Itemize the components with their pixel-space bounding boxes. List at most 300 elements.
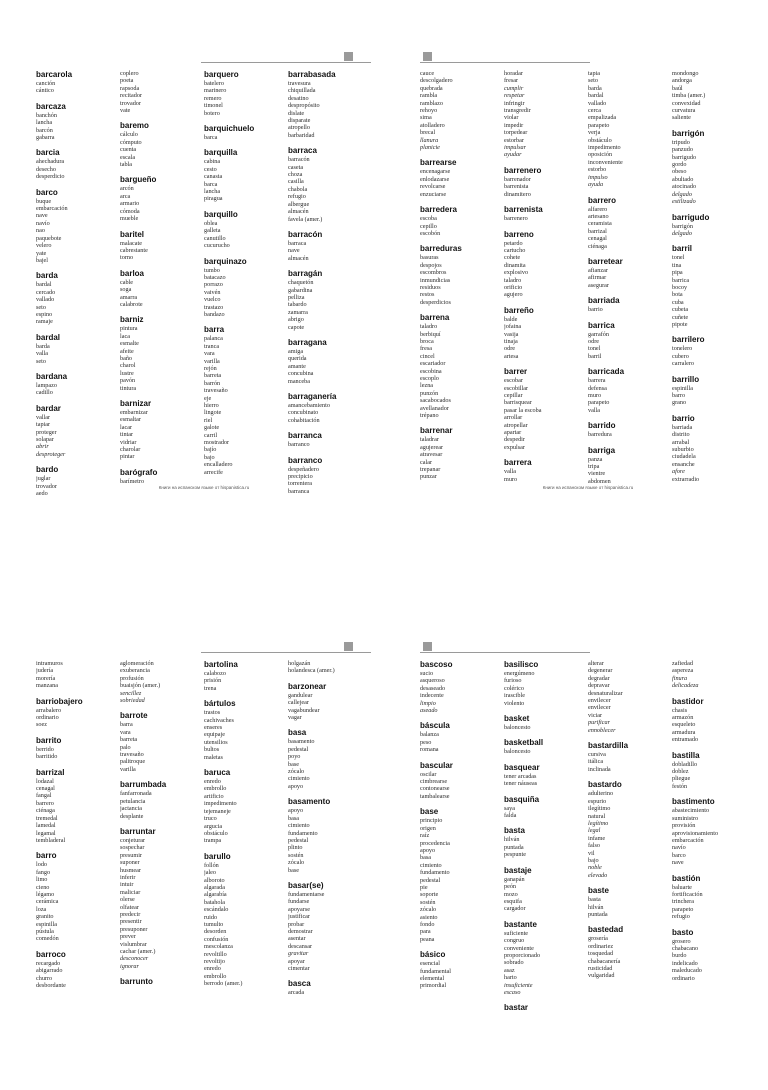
synonym: escariador — [420, 360, 446, 368]
synonym: muro — [504, 475, 518, 483]
synonym: atropellar — [504, 421, 528, 429]
dictionary-entry — [420, 70, 502, 151]
dictionary-entry — [420, 660, 502, 714]
synonym: chabola — [288, 185, 308, 193]
dictionary-entry — [204, 768, 286, 845]
headword: barquinazo — [204, 256, 247, 266]
synonym: lustre — [120, 369, 134, 377]
synonym: travesura — [288, 80, 311, 87]
headword: barrizal — [36, 767, 65, 777]
headword: bardana — [36, 371, 68, 381]
headword: barra — [204, 325, 225, 335]
dictionary-entry — [672, 244, 754, 328]
headword: bártulos — [204, 699, 236, 709]
dictionary-entry — [588, 421, 670, 438]
dictionary-entry — [588, 296, 670, 313]
synonym: embrollo — [204, 785, 227, 793]
dictionary-entry — [288, 146, 370, 223]
synonym: gordo — [672, 161, 687, 169]
synonym: encenagarse — [420, 168, 451, 176]
synonym: fundamentarse — [288, 890, 325, 898]
synonym: gabarra — [36, 134, 55, 142]
synonym: aseado — [420, 707, 438, 715]
synonym: cursiva — [588, 751, 606, 759]
spread — [0, 590, 768, 1090]
headword: bastardo — [588, 780, 622, 790]
headword: barógrafo — [120, 467, 158, 477]
synonym: pasar la escoba — [504, 406, 542, 414]
synonym: valla — [588, 406, 601, 414]
headword: bardar — [36, 403, 61, 413]
synonym: cucurucho — [204, 242, 230, 250]
synonym: agujerear — [420, 443, 444, 451]
headword: barredera — [420, 205, 457, 215]
synonym: abigarrado — [36, 967, 63, 975]
synonym: degradar — [588, 674, 610, 682]
synonym: paquebote — [36, 234, 62, 242]
synonym: fresar — [504, 77, 519, 85]
synonym: demostrar — [288, 927, 313, 935]
synonym: holandesca (amer.) — [288, 667, 335, 675]
synonym: torno — [120, 254, 134, 262]
headword: barrunto — [120, 977, 153, 987]
headword: barcarola — [36, 70, 73, 79]
synonym: para — [420, 928, 431, 936]
synonym: puntada — [504, 843, 524, 851]
synonym: abdomen — [588, 477, 611, 485]
headword: barrillo — [672, 374, 700, 384]
synonym: empalizada — [588, 114, 617, 122]
synonym: barriada — [672, 423, 693, 431]
headword: basta — [504, 826, 525, 836]
synonym: tambalearse — [420, 792, 450, 800]
synonym: desaseado — [420, 684, 446, 692]
synonym: suministro — [672, 814, 699, 822]
synonym: raíz — [420, 832, 430, 840]
synonym: indecente — [420, 692, 444, 700]
synonym: inferir — [120, 873, 136, 881]
synonym: chiquillada — [288, 87, 316, 95]
synonym: burdo — [672, 952, 687, 960]
synonym: vallado — [588, 99, 607, 107]
synonym: judería — [36, 667, 54, 675]
synonym: trovador — [36, 482, 57, 490]
dictionary-entry — [204, 699, 286, 761]
synonym: desproteger — [36, 450, 66, 458]
synonym: ciudadela — [672, 453, 696, 461]
synonym: legamal — [36, 829, 56, 837]
synonym: barca — [204, 180, 218, 188]
synonym: escaso — [504, 988, 521, 996]
synonym: ceramista — [588, 220, 612, 228]
synonym: tonelero — [672, 345, 693, 353]
synonym: morería — [36, 674, 56, 682]
dictionary-entry — [672, 70, 754, 122]
dictionary-entry — [420, 950, 502, 990]
synonym: balanza — [420, 731, 439, 739]
synonym: parapeto — [672, 905, 694, 913]
synonym: charol — [120, 362, 136, 370]
dictionary-entry — [504, 70, 586, 159]
column — [420, 70, 502, 492]
synonym: contonearse — [420, 785, 450, 793]
headword: barrero — [588, 195, 617, 205]
synonym: holgazán — [288, 660, 311, 667]
dictionary-entry — [588, 780, 670, 879]
dictionary-entry — [288, 682, 370, 722]
synonym: andorga — [672, 77, 692, 85]
synonym: puntada — [588, 910, 608, 918]
synonym: enredo — [204, 965, 221, 973]
synonym: ennoblecer — [588, 726, 616, 734]
synonym: prisión — [204, 677, 222, 685]
dictionary-entry — [204, 70, 286, 117]
column — [36, 660, 118, 1004]
synonym: albergue — [288, 200, 310, 208]
synonym: cenagal — [588, 235, 607, 243]
synonym: sucio — [420, 670, 434, 677]
synonym: esmalte — [120, 340, 139, 348]
synonym: bajío — [204, 446, 217, 454]
synonym: amancebamiento — [288, 402, 330, 409]
synonym: bajo — [204, 453, 215, 461]
synonym: chasis — [672, 706, 688, 714]
synonym: granito — [36, 913, 54, 921]
synonym: defensa — [588, 384, 607, 392]
dictionary-entry — [588, 886, 670, 918]
synonym: seto — [588, 77, 598, 85]
synonym: atropello — [288, 124, 310, 132]
synonym: bardal — [36, 281, 52, 289]
synonym: pespunte — [504, 851, 526, 859]
synonym: valla — [36, 350, 49, 358]
synonym: exuberancia — [120, 667, 150, 675]
synonym: artesa — [504, 352, 519, 360]
synonym: arrabalero — [36, 706, 62, 714]
headword: barranca — [288, 431, 322, 441]
dictionary-entry — [672, 414, 754, 483]
dictionary-entry — [504, 367, 586, 451]
column — [504, 660, 586, 1020]
dictionary-entry — [204, 210, 286, 250]
dictionary-entry — [672, 797, 754, 866]
synonym: mueble — [120, 215, 139, 223]
headword: barriobajero — [36, 696, 83, 706]
dictionary-entry — [120, 660, 202, 704]
synonym: hilván — [504, 836, 520, 844]
synonym: punzón — [420, 389, 439, 397]
dictionary-entry — [120, 70, 202, 114]
synonym: berrido — [36, 745, 54, 753]
synonym: infame — [588, 834, 606, 842]
synonym: viciar — [588, 711, 603, 719]
headword: bascoso — [420, 660, 453, 669]
header-rule — [420, 652, 590, 653]
synonym: taladro — [504, 276, 522, 284]
page-corner-mark — [344, 642, 353, 651]
page-corner-mark — [344, 52, 353, 61]
dictionary-entry — [120, 315, 202, 392]
synonym: oscilar — [420, 770, 437, 778]
synonym: barraca — [288, 239, 307, 247]
synonym: panza — [588, 455, 603, 463]
dictionary-entry — [204, 257, 286, 319]
headword: bastión — [672, 873, 701, 883]
synonym: congruo — [504, 937, 525, 945]
synonym: concubina — [288, 370, 314, 378]
synonym: apartar — [504, 429, 522, 437]
dictionary-entry — [420, 761, 502, 801]
synonym: nave — [672, 859, 684, 867]
synonym: arrabal — [672, 438, 690, 446]
headword: bastante — [504, 919, 537, 929]
synonym: convexidad — [672, 99, 701, 107]
synonym: estorbo — [588, 166, 607, 174]
dictionary-entry — [672, 129, 754, 206]
synonym: oblea — [204, 219, 218, 227]
synonym: respetar — [504, 92, 525, 100]
synonym: fortificación — [672, 890, 703, 898]
dictionary-entry — [588, 70, 670, 189]
synonym: abrigo — [288, 316, 304, 324]
synonym: cálculo — [120, 131, 138, 139]
synonym: laca — [120, 332, 130, 340]
page-corner-mark — [423, 642, 432, 651]
synonym: rusticidad — [588, 965, 613, 972]
synonym: espinilla — [672, 384, 693, 392]
synonym: doblez — [672, 768, 689, 776]
synonym: gandulear — [288, 691, 313, 699]
synonym: valla — [504, 468, 517, 476]
headword: baruca — [204, 768, 231, 778]
synonym: predecir — [120, 910, 141, 918]
synonym: delgado — [672, 229, 692, 237]
headword: barco — [36, 187, 58, 197]
headword: barrio — [672, 413, 695, 423]
synonym: romana — [420, 746, 439, 754]
synonym: trepanar — [420, 466, 441, 474]
synonym: despojos — [420, 261, 442, 269]
synonym: cimiento — [288, 775, 310, 783]
synonym: desecho — [36, 165, 56, 173]
synonym: apoyo — [288, 782, 304, 790]
synonym: barda — [588, 84, 602, 92]
synonym: tabla — [120, 161, 133, 169]
synonym: calar — [420, 458, 433, 466]
synonym: embarcación — [36, 205, 68, 213]
headword: basa — [288, 728, 307, 738]
synonym: base — [288, 760, 299, 768]
synonym: escala — [120, 153, 136, 161]
synonym: caseta — [288, 163, 304, 171]
synonym: desatino — [288, 94, 309, 102]
dictionary-entry — [288, 881, 370, 972]
synonym: aedo — [36, 490, 48, 498]
headword: baritel — [120, 229, 145, 239]
headword: basquear — [504, 762, 540, 772]
synonym: restos — [420, 291, 435, 299]
synonym: palanca — [204, 335, 223, 343]
synonym: suficiente — [504, 929, 529, 937]
dictionary-entry — [120, 175, 202, 222]
headword: basto — [672, 927, 694, 937]
headword: barraca — [288, 146, 317, 156]
headword: bardal — [36, 332, 61, 342]
dictionary-entry — [588, 321, 670, 361]
synonym: lodazal — [36, 777, 54, 785]
synonym: pipa — [672, 269, 683, 277]
synonym: ordinario — [36, 714, 59, 722]
synonym: aspereza — [672, 667, 694, 675]
synonym: asaz — [504, 966, 515, 974]
synonym: soez — [36, 721, 47, 729]
synonym: pedestal — [288, 745, 309, 753]
synonym: sostén — [288, 851, 304, 859]
synonym: elemental — [420, 975, 445, 982]
synonym: cimentar — [288, 965, 310, 972]
synonym: manceba — [288, 377, 310, 385]
synonym: ramaje — [36, 318, 53, 326]
synonym: fundamento — [288, 829, 318, 837]
synonym: justificar — [288, 913, 310, 921]
synonym: barredura — [588, 431, 612, 439]
synonym: seto — [36, 357, 46, 365]
synonym: trastos — [204, 709, 221, 717]
dictionary-entry — [36, 404, 118, 458]
synonym: obstáculo — [588, 136, 612, 144]
synonym: espurio — [588, 797, 607, 805]
synonym: impulsar — [504, 144, 527, 152]
synonym: espinilla — [36, 920, 57, 928]
synonym: canutillo — [204, 234, 226, 242]
synonym: espino — [36, 310, 53, 318]
synonym: bota — [672, 291, 683, 299]
synonym: calabozo — [204, 670, 226, 677]
synonym: atravesar — [420, 451, 443, 459]
synonym: enlodazarse — [420, 175, 450, 183]
synonym: cumplir — [504, 84, 524, 92]
headword: bastar — [504, 1003, 529, 1013]
synonym: malacate — [120, 239, 142, 247]
synonym: eje — [204, 394, 212, 402]
headword: barrena — [420, 313, 450, 323]
headword: bastidor — [672, 696, 704, 706]
dictionary-entry — [36, 660, 118, 690]
synonym: bajel — [36, 256, 49, 264]
column — [588, 70, 670, 492]
dictionary-entry — [672, 928, 754, 982]
synonym: maliciar — [120, 888, 141, 896]
synonym: tener arcadas — [504, 772, 537, 780]
synonym: taladrar — [420, 436, 439, 444]
headword: barrilero — [672, 335, 705, 345]
dictionary-page — [420, 590, 756, 1090]
dictionary-entry — [36, 372, 118, 397]
synonym: mostrador — [204, 439, 230, 447]
column — [288, 660, 370, 1004]
headword: barrumbada — [120, 780, 167, 790]
synonym: hilván — [588, 903, 604, 911]
dictionary-entry — [504, 763, 586, 788]
synonym: envilecer — [588, 697, 611, 705]
dictionary-entry — [288, 392, 370, 424]
dictionary-entry — [588, 660, 670, 734]
synonym: cuenta — [120, 146, 137, 154]
synonym: algarabía — [204, 891, 227, 899]
dictionary-entry — [672, 375, 754, 407]
synonym: avellanador — [420, 404, 449, 412]
headword: barzonear — [288, 681, 327, 691]
synonym: maletas — [204, 753, 223, 761]
synonym: inmundicias — [420, 276, 451, 284]
synonym: ahechadura — [36, 158, 65, 166]
synonym: barrigón — [672, 222, 693, 230]
synonym: cadillo — [36, 389, 53, 397]
synonym: chabacanería — [588, 957, 621, 965]
synonym: vaivén — [204, 288, 221, 296]
synonym: hierro — [204, 402, 219, 409]
synonym: botero — [204, 109, 220, 117]
headword: barrabasada — [288, 70, 336, 79]
synonym: baluarte — [672, 883, 692, 891]
synonym: carril — [204, 431, 218, 439]
synonym: travesaño — [204, 387, 228, 395]
headword: basamento — [288, 797, 331, 807]
synonym: tabardo — [288, 301, 307, 309]
headword: barretear — [588, 256, 623, 266]
synonym: tosquedad — [588, 950, 614, 958]
headword: barraganería — [288, 392, 337, 401]
synonym: abrir — [36, 443, 49, 451]
synonym: cachar (amer.) — [120, 948, 156, 955]
synonym: olerse — [120, 896, 135, 904]
synonym: barrenador — [504, 175, 531, 183]
synonym: piragua — [204, 195, 223, 203]
synonym: fresa — [420, 345, 433, 353]
synonym: brecal — [420, 129, 436, 137]
dictionary-entry — [120, 780, 202, 820]
synonym: trovador — [120, 99, 141, 107]
synonym: pavón — [120, 377, 136, 385]
synonym: barcón — [36, 126, 53, 134]
headword: barrenero — [504, 165, 542, 175]
headword: barril — [672, 244, 693, 254]
synonym: barranco — [288, 441, 310, 449]
dictionary-entry — [120, 827, 202, 970]
synonym: galote — [204, 424, 220, 432]
synonym: baloncesto — [504, 724, 531, 732]
header-rule — [420, 62, 590, 63]
synonym: proporcionado — [504, 951, 541, 959]
synonym: festón — [672, 782, 688, 790]
headword: bastardilla — [588, 741, 629, 751]
synonym: impedimento — [588, 144, 621, 152]
synonym: escobillar — [504, 384, 529, 392]
synonym: irascible — [504, 692, 525, 700]
synonym: esmaltar — [120, 416, 141, 424]
synonym: despeñadero — [288, 465, 319, 473]
columns — [420, 660, 756, 1020]
headword: basca — [288, 979, 311, 989]
synonym: dinamitero — [504, 190, 531, 198]
synonym: lampazo — [36, 381, 57, 389]
synonym: ruido — [204, 913, 218, 921]
synonym: charolar — [120, 446, 141, 454]
synonym: poeta — [120, 77, 134, 85]
synonym: curvatura — [672, 107, 696, 115]
column — [420, 660, 502, 1020]
synonym: barro — [672, 392, 686, 399]
